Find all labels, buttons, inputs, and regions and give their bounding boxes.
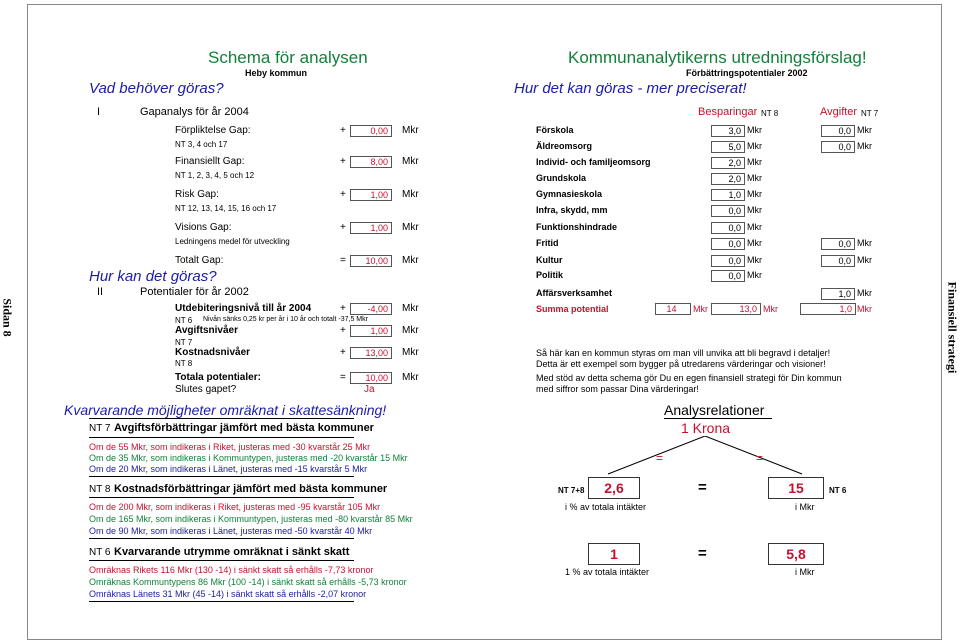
savings-unit: Mkr	[747, 270, 762, 280]
gap-note: NT 3, 4 och 17	[175, 140, 228, 149]
potential-label: Utdebiteringsnivå till år 2004	[175, 303, 312, 314]
gap-sign: +	[340, 125, 346, 136]
info-text-4: med siffror som passar Dina värderingar!	[536, 384, 699, 394]
total-potential-unit: Mkr	[402, 372, 419, 383]
block-3-line: Omräknas Kommuntypens 86 Mkr (100 -14) i sänkt skatt så erhålls -5,73 kronor	[89, 577, 407, 587]
sum-fees-value: 1,0	[800, 303, 856, 315]
row-label: Fritid	[536, 238, 559, 248]
block-1-line: Om de 20 Mkr, som indikeras i Länet, justeras med -15 kvarstår 5 Mkr	[89, 464, 368, 474]
block-1-mid-rule	[89, 437, 354, 438]
savings-value: 2,0	[711, 173, 745, 185]
fees-unit: Mkr	[857, 288, 872, 298]
savings-value: 3,0	[711, 125, 745, 137]
savings-value: 5,0	[711, 141, 745, 153]
gap-label: Risk Gap:	[175, 189, 219, 200]
savings-unit: Mkr	[747, 141, 762, 151]
how-question: Hur kan det göras?	[89, 268, 217, 285]
nt6-note-label: NT 6	[175, 316, 193, 325]
row-label: Gymnasieskola	[536, 189, 603, 199]
savings-value: 0,0	[711, 255, 745, 267]
equals-mid: =	[698, 479, 707, 496]
total-potential-sign: =	[340, 372, 346, 383]
block-2-bottom-rule	[89, 538, 354, 539]
fees-value: 0,0	[821, 255, 855, 267]
row-label: Politik	[536, 270, 564, 280]
row-label: Funktionshindrade	[536, 222, 617, 232]
row-label: Förskola	[536, 125, 574, 135]
info-text-1: Så här kan en kommun styras om man vill unvika att bli begravd i detaljer!	[536, 348, 831, 358]
row-label: Grundskola	[536, 173, 587, 183]
gap-unit: Mkr	[402, 222, 419, 233]
block-1-line: Om de 35 Mkr, som indikeras i Kommuntypen, justeras med -20 kvarstår 15 Mkr	[89, 453, 408, 463]
block-3-bottom-rule	[89, 601, 354, 602]
potential-unit: Mkr	[402, 325, 419, 336]
sum-pre-value: 14	[655, 303, 691, 315]
savings-value: 0,0	[711, 238, 745, 250]
fees-value: 0,0	[821, 125, 855, 137]
savings-unit: Mkr	[747, 125, 762, 135]
gap-unit: Mkr	[402, 125, 419, 136]
gap-note: NT 12, 13, 14, 15, 16 och 17	[175, 204, 277, 213]
krona-label: 1 Krona	[681, 420, 731, 436]
savings-unit: Mkr	[747, 205, 762, 215]
sum-savings-value: 13,0	[711, 303, 761, 315]
gap-label: Förpliktelse Gap:	[175, 125, 251, 136]
block-1-line: Om de 55 Mkr, som indikeras i Riket, justeras med -30 kvarstår 25 Mkr	[89, 442, 371, 452]
tax-mkr-box: 5,8	[768, 543, 824, 565]
row-label: Affärsverksamhet	[536, 288, 613, 298]
total-gap-sign: =	[340, 255, 346, 266]
section-1-title: Gapanalys för år 2004	[140, 106, 249, 118]
fees-unit: Mkr	[857, 238, 872, 248]
nt8-note: NT 8	[175, 359, 193, 368]
remaining-heading: Kvarvarande möjligheter omräknat i skattesänkning!	[64, 402, 387, 418]
one-percent-box: 1	[588, 543, 640, 565]
mkr-value-box: 15	[768, 477, 824, 499]
mkr-label: i Mkr	[795, 502, 815, 512]
nt7-note: NT 7	[175, 338, 193, 347]
analysis-connector-lines	[600, 436, 810, 476]
percent-label: i % av totala intäkter	[565, 502, 647, 512]
total-gap-value: 10,00	[350, 255, 392, 267]
potential-label: Kostnadsnivåer	[175, 347, 251, 358]
gap-unit: Mkr	[402, 156, 419, 167]
connector-line-right	[705, 436, 802, 474]
savings-value: 1,0	[711, 189, 745, 201]
potential-label: Avgiftsnivåer	[175, 325, 238, 336]
savings-unit: Mkr	[747, 173, 762, 183]
fees-value: 1,0	[821, 288, 855, 300]
savings-unit: Mkr	[747, 222, 762, 232]
mkr-label-2: i Mkr	[795, 567, 815, 577]
right-subtitle: Förbättringspotentialer 2002	[686, 68, 808, 78]
total-gap-label: Totalt Gap:	[175, 255, 224, 266]
gap-label: Finansiellt Gap:	[175, 156, 245, 167]
potential-sign: +	[340, 347, 346, 358]
gap-value: 1,00	[350, 189, 392, 201]
potential-sign: +	[340, 303, 346, 314]
savings-value: 0,0	[711, 222, 745, 234]
fees-unit: Mkr	[857, 125, 872, 135]
section-side-label: Finansiell strategi	[945, 281, 960, 374]
ratio-value-box: 2,6	[588, 477, 640, 499]
savings-unit: Mkr	[747, 238, 762, 248]
nt78-label: NT 7+8	[558, 486, 585, 495]
right-question: Hur det kan göras - mer preciserat!	[514, 80, 747, 97]
fees-unit: Mkr	[857, 255, 872, 265]
section-1-number: I	[97, 106, 101, 118]
block-2-mid-rule	[89, 497, 354, 498]
potential-value: -4,00	[350, 303, 392, 315]
sum-pre-unit: Mkr	[693, 304, 708, 314]
savings-value: 2,0	[711, 157, 745, 169]
gap-sign: +	[340, 189, 346, 200]
block-2-title: Kostnadsförbättringar jämfört med bästa kommuner	[114, 483, 388, 495]
savings-value: 0,0	[711, 205, 745, 217]
potential-value: 13,00	[350, 347, 392, 359]
total-potential-label: Totala potentialer:	[175, 372, 261, 383]
fees-header-nt: NT 7	[861, 109, 879, 118]
one-percent-label: 1 % av totala intäkter	[565, 567, 650, 577]
fees-value: 0,0	[821, 238, 855, 250]
info-text-2: Detta är ett exempel som bygger på utredarens värderingar och visioner!	[536, 359, 826, 369]
gap-note: NT 1, 2, 3, 4, 5 och 12	[175, 171, 255, 180]
block-1-nt: NT 7	[89, 423, 111, 434]
savings-unit: Mkr	[747, 157, 762, 167]
sum-label: Summa potential	[536, 304, 609, 314]
right-title: Kommunanalytikerns utredningsförslag!	[568, 48, 867, 67]
gap-closed-label: Slutes gapet?	[175, 384, 237, 395]
total-gap-unit: Mkr	[402, 255, 419, 266]
equals-bottom: =	[698, 545, 707, 562]
block-3-line: Omräknas Länets 31 Mkr (45 -14) i sänkt skatt så erhålls -2,07 kronor	[89, 589, 367, 599]
nt6-note-text: Nivån sänks 0,25 kr per år i 10 år och totalt -37,5 Mkr	[203, 316, 368, 323]
gap-value: 1,00	[350, 222, 392, 234]
info-text-3: Med stöd av detta schema gör Du en egen finansiell strategi för Din kommun	[536, 373, 842, 383]
gap-sign: +	[340, 222, 346, 233]
row-label: Individ- och familjeomsorg	[536, 157, 651, 167]
block-1-title: Avgiftsförbättringar jämfört med bästa kommuner	[114, 422, 374, 434]
block-3-mid-rule	[89, 560, 354, 561]
block-2-line: Om de 200 Mkr, som indikeras i Riket, justeras med -95 kvarstår 105 Mkr	[89, 502, 381, 512]
section-2-number: II	[97, 286, 104, 298]
block-3-nt: NT 6	[89, 547, 111, 558]
block-1-bottom-rule	[89, 476, 354, 477]
row-label: Infra, skydd, mm	[536, 205, 608, 215]
equals-left: =	[656, 451, 664, 465]
row-label: Kultur	[536, 255, 563, 265]
section-2-title: Potentialer för år 2002	[140, 286, 249, 298]
potential-sign: +	[340, 325, 346, 336]
savings-header-nt: NT 8	[761, 109, 779, 118]
block-2-line: Om de 90 Mkr, som indikeras i Länet, justeras med -50 kvarstår 40 Mkr	[89, 526, 373, 536]
equals-right: =	[756, 451, 764, 465]
gap-sign: +	[340, 156, 346, 167]
potential-value: 1,00	[350, 325, 392, 337]
analysis-title-rule	[664, 418, 772, 419]
gap-value: 0,00	[350, 125, 392, 137]
gap-closed-answer: Ja	[364, 384, 375, 395]
fees-unit: Mkr	[857, 141, 872, 151]
potential-unit: Mkr	[402, 347, 419, 358]
potential-unit: Mkr	[402, 303, 419, 314]
block-2-line: Om de 165 Mkr, som indikeras i Kommuntypen, justeras med -80 kvarstår 85 Mkr	[89, 514, 413, 524]
block-2-nt: NT 8	[89, 484, 111, 495]
fees-value: 0,0	[821, 141, 855, 153]
sum-fees-unit: Mkr	[857, 304, 872, 314]
savings-unit: Mkr	[747, 189, 762, 199]
block-3-line: Omräknas Rikets 116 Mkr (130 -14) i sänkt skatt så erhålls -7,73 kronor	[89, 565, 374, 575]
gap-label: Visions Gap:	[175, 222, 232, 233]
gap-value: 8,00	[350, 156, 392, 168]
left-title: Schema för analysen	[208, 48, 368, 67]
block-3-title: Kvarvarande utrymme omräknat i sänkt skatt	[114, 546, 350, 558]
sum-savings-unit: Mkr	[763, 304, 778, 314]
nt6-label: NT 6	[829, 486, 847, 495]
savings-value: 0,0	[711, 270, 745, 282]
savings-unit: Mkr	[747, 255, 762, 265]
fees-header: Avgifter	[820, 106, 858, 118]
total-potential-value: 10,00	[350, 372, 392, 384]
block-1-top-rule	[89, 418, 354, 419]
savings-header: Besparingar	[698, 106, 758, 118]
analysis-title: Analysrelationer	[664, 402, 765, 418]
row-label: Äldreomsorg	[536, 141, 593, 151]
gap-note: Ledningens medel för utveckling	[175, 237, 290, 246]
left-question: Vad behöver göras?	[89, 80, 224, 97]
left-subtitle: Heby kommun	[245, 68, 308, 78]
gap-unit: Mkr	[402, 189, 419, 200]
page-number-label: Sidan 8	[0, 298, 15, 337]
